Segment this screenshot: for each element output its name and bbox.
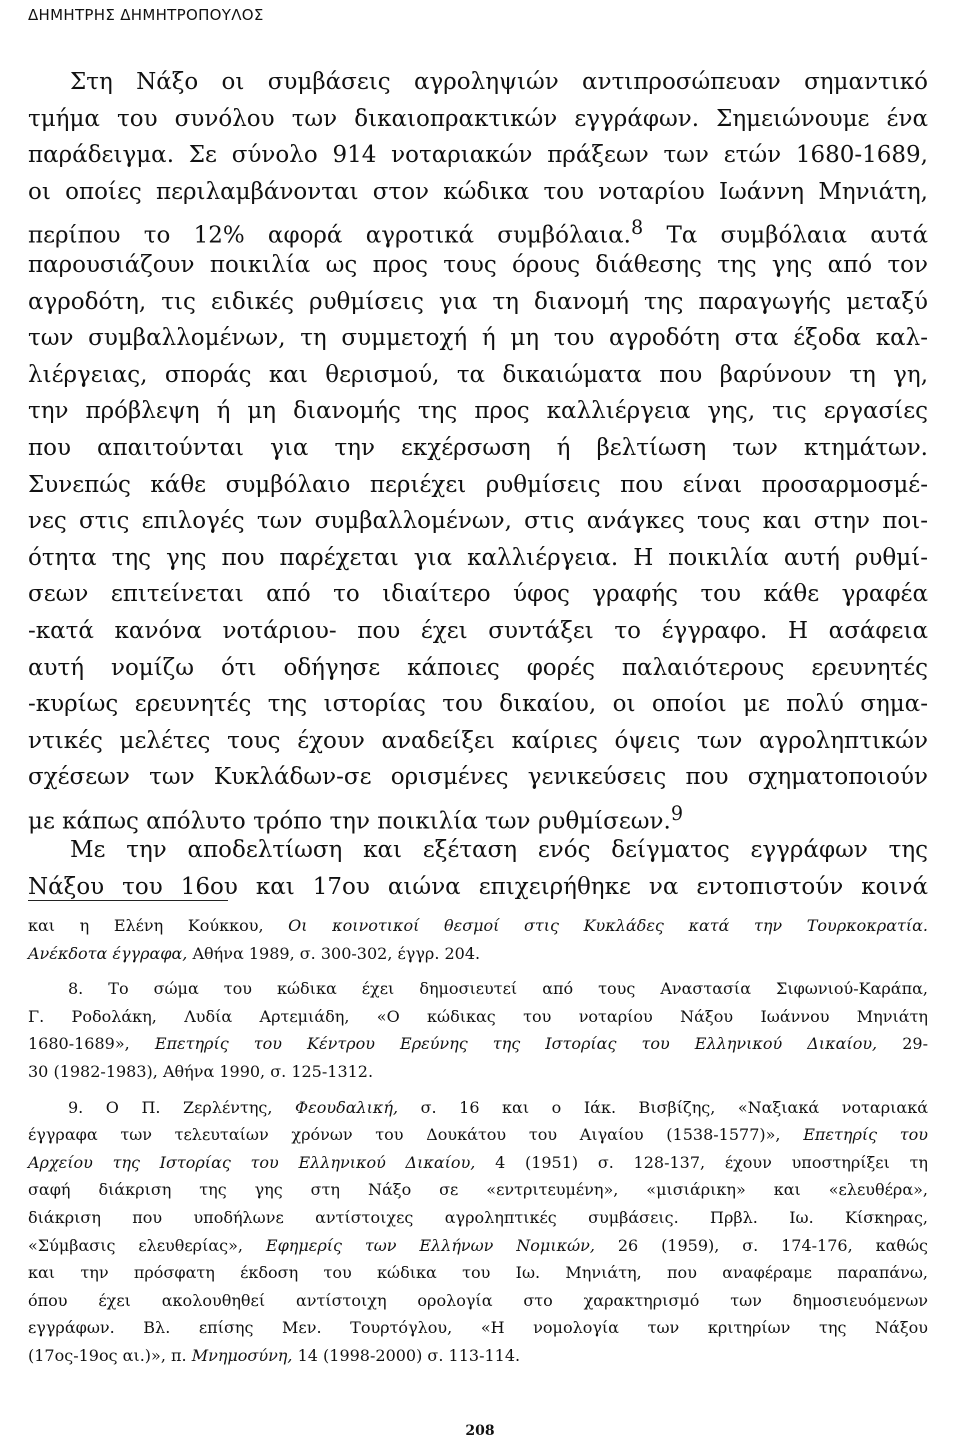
footnote-italic: Οι κοινοτικοί θεσμοί στις Κυκλάδες κατά την Τουρκοκρατία. [288, 916, 929, 935]
body-line: παρουσιάζουν ποικιλία ως προς τους όρους διάθεσης της γης από τον [28, 251, 928, 278]
footnote-text: 14 (1998-2000) σ. 113-114. [292, 1345, 521, 1365]
body-line: τμήμα του συνόλου των δικαιοπρακτικών εγγράφων. Σημειώνουμε ένα [28, 105, 928, 132]
footnote-9-line: όπου έχει ακολουθηθεί αντίστοιχη ορολογία στο χαρακτηρισμό των δημοσιευόμενων [28, 1290, 928, 1310]
body-line: λιέργειας, σποράς και θερισμού, τα δικαιώματα που βαρύνουν τη γη, [28, 361, 928, 388]
body-line [28, 796, 928, 833]
footnote-text: 1680-1689», [28, 1034, 155, 1054]
footnote-9-line: και την πρόσφατη έκδοση του κώδικα του Ιω. Μηνιάτη, που αναφέραμε παραπάνω, [28, 1263, 928, 1283]
body-line: Με την αποδελτίωση και εξέταση ενός δείγματος εγγράφων της [70, 837, 928, 864]
body-line: ντικές μελέτες τους έχουν αναδείξει καίριες όψεις των αγροληπτικών [28, 727, 928, 754]
body-line [28, 210, 928, 250]
body-line: αυτή νομίζω ότι οδήγησε κάποιες φορές παλαιότερους ερευνητές [28, 654, 928, 681]
footnote-9-line: εγγράφων. Βλ. επίσης Μεν. Τουρτόγλου, «Η νομολογία των κριτηρίων της Νάξου [28, 1318, 928, 1338]
body-line: Στη Νάξο οι συμβάσεις αγροληψιών αντιπροσώπευαν σημαντικό [70, 69, 928, 95]
footnote-text: 4 (1951) σ. 128-137, έχουν υποστηρίξει τη [475, 1152, 928, 1172]
body-line-part: Τα συμβόλαια αυτά [643, 223, 928, 250]
body-line: -κυρίως ερευνητές της ιστορίας του δικαίου, οι οποίοι με πολύ σημα- [28, 691, 928, 718]
footnote-ref-8[interactable]: 8 [631, 216, 644, 240]
body-line: σεων επιτείνεται από το ιδιαίτερο ύφος γραφής του κάθε γραφέα [28, 581, 928, 608]
body-line: Νάξου του 16ου και 17ου αιώνα επιχειρήθηκε να εντοπιστούν κοινά [28, 874, 928, 901]
footnote-text: 9. Ο Π. Ζερλέντης, [68, 1097, 295, 1117]
footnote-italic: Εφημερίς των Ελλήνων Νομικών, [265, 1235, 595, 1255]
body-line: αγροδότη, τις ειδικές ρυθμίσεις για τη διανομή της παραγωγής μεταξύ [28, 288, 928, 315]
footnote-text: σ. 16 και ο Ιάκ. Βισβίζης, «Ναξιακά νοταριακά [398, 1097, 928, 1117]
body-line: σχέσεων των Κυκλάδων-σε ορισμένες γενικεύσεις που σχηματοποιούν [28, 764, 928, 791]
footnote-italic: Φεουδαλική, [295, 1097, 399, 1117]
footnote-text: 26 (1959), σ. 174-176, καθώς [594, 1235, 929, 1255]
page-number: 208 [465, 1423, 495, 1439]
footnote-ref-9[interactable]: 9 [670, 801, 684, 825]
footnote-italic: Ανέκδοτα έγγραφα, [28, 943, 188, 963]
footnote-9-line: διάκριση που υποδήλωνε αντίστοιχες αγροληπτικές συμβάσεις. Πρβλ. Ιω. Κίσκηρας, [28, 1207, 928, 1227]
body-line: -κατά κανόνα νοτάριου- που έχει συντάξει το έγγραφο. Η ασάφεια [28, 617, 928, 644]
footnote-italic: Αρχείου της Ιστορίας του Ελληνικού Δικαίου, [28, 1152, 476, 1172]
footnote-9-line [28, 1121, 928, 1149]
body-line: οι οποίες περιλαμβάνονται στον κώδικα του νοταρίου Ιωάννη Μηνιάτη, [28, 178, 928, 205]
body-line: νες στις επιλογές των συμβαλλομένων, στις ανάγκες τους και στην ποι- [28, 508, 928, 535]
footnote-text: και η Ελένη Κούκκου, [28, 916, 289, 935]
footnote-8-line: 30 (1982-1983), Αθήνα 1990, σ. 125-1312. [28, 1061, 374, 1081]
body-line: Συνεπώς κάθε συμβόλαιο περιέχει ρυθμίσεις που είναι προσαρμοσμέ- [28, 471, 928, 498]
body-line-part: με κάπως απόλυτο τρόπο την ποικιλία των ρυθμίσεων. [28, 808, 671, 835]
body-line-part: περίπου το 12% αφορά αγροτικά συμβόλαια. [28, 223, 631, 250]
footnote-italic: Επετηρίς του Κέντρου Ερεύνης της Ιστορίας του Ελληνικού Δικαίου, [154, 1034, 878, 1054]
footnote-text: έγγραφα των τελευταίων χρόνων του Δουκάτου του Αιγαίου (1538-1577)», [28, 1125, 804, 1145]
footnote-rule [28, 900, 228, 901]
footnote-line [28, 940, 928, 968]
footnote-9-line [28, 1094, 928, 1122]
body-line: των συμβαλλομένων, τη συμμετοχή ή μη του αγροδότη στα έξοδα καλ- [28, 325, 928, 352]
body-line: παράδειγμα. Σε σύνολο 914 νοταριακών πράξεων των ετών 1680-1689, [28, 142, 928, 169]
running-head: ΔΗΜΗΤΡΗΣ ΔΗΜΗΤΡΟΠΟΥΛΟΣ [28, 6, 264, 24]
footnote-line [28, 912, 928, 940]
footnote-text: Αθήνα 1989, σ. 300-302, έγγρ. 204. [187, 943, 481, 963]
main-text [28, 64, 928, 906]
footnote-8-line [28, 1030, 928, 1058]
footnote-9-line [28, 1232, 928, 1260]
footnote-8-line: Γ. Ροδολάκη, Λυδία Αρτεμιάδη, «Ο κώδικας του νοταρίου Νάξου Ιωάννου Μηνιάτη [28, 1006, 928, 1026]
body-line: την πρόβλεψη ή μη διανομής της προς καλλιέργεια γης, τις εργασίες [28, 398, 928, 425]
footnote-text: 29- [877, 1034, 928, 1054]
footnote-8-line: 8. Το σώμα του κώδικα έχει δημοσιευτεί από τους Αναστασία Σιφωνιού-Καράπα, [68, 979, 928, 999]
footnote-9-line [28, 1149, 928, 1177]
footnote-text: «Σύμβασις ελευθερίας», [28, 1235, 266, 1255]
footnote-italic: Μνημοσύνη, [191, 1345, 293, 1365]
footnote-9-line: σαφή διάκριση της γης στη Νάξο σε «εντριτευμένη», «μισιάρικη» και «ελευθέρα», [28, 1180, 928, 1200]
footnote-9-line [28, 1342, 928, 1370]
footnotes [28, 912, 928, 1370]
body-line: ότητα της γης που παρέχεται για καλλιέργεια. Η ποικιλία αυτή ρυθμί- [28, 544, 928, 571]
footnote-italic: Επετηρίς του [803, 1125, 928, 1145]
body-line: που απαιτούνται για την εκχέρσωση ή βελτίωση των κτημάτων. [28, 434, 928, 461]
footnote-text: (17ος-19ος αι.)», π. [28, 1345, 192, 1365]
